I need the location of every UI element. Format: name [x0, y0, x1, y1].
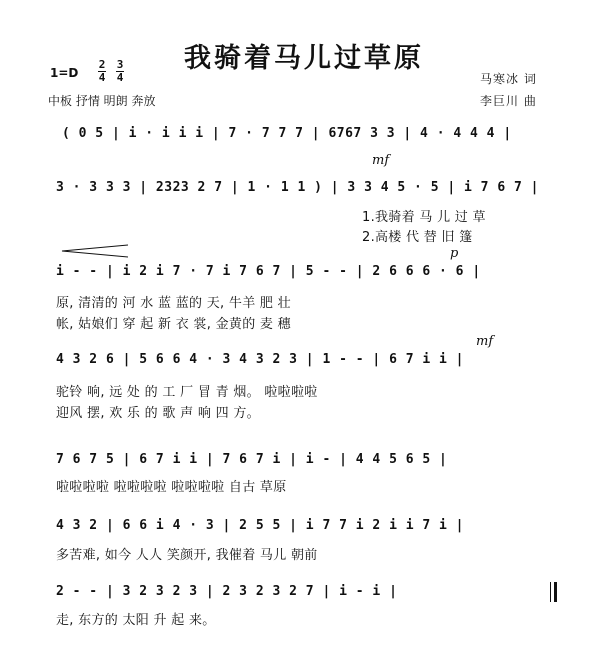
tempo-expression: 中板 抒情 明朗 奔放 — [48, 94, 156, 108]
composer-credit: 李巨川 曲 — [480, 94, 537, 108]
dynamic-marking-mf: mf — [476, 334, 494, 349]
lyric-verse-1: 1.我骑着 马 儿 过 草 — [362, 210, 486, 225]
lyric-line: 啦啦啦啦 啦啦啦啦 啦啦啦啦 自古 草原 — [56, 480, 287, 495]
score-system-7-notes: 2 - - | 3 2 3 2 3 | 2 3 2 3 2 7 | i - i | — [56, 584, 398, 599]
time-signature-bottom: 4 — [98, 71, 106, 84]
time-signature-first — [98, 60, 106, 83]
lyric-verse-2: 迎风 摆, 欢 乐 的 歌 声 响 四 方。 — [56, 406, 260, 421]
lyric-line: 走, 东方的 太阳 升 起 来。 — [56, 613, 216, 628]
final-barline-thin — [550, 582, 551, 602]
score-system-5-notes: 7 6 7 5 | 6 7 i i | 7 6 7 i | i - | 4 4 5 6 5 | — [56, 452, 448, 467]
final-barline-thick — [554, 582, 557, 602]
score-system-3-notes: i - - | i 2 i 7 · 7 i 7 6 7 | 5 - - | 2 6 6 6 · 6 | — [56, 264, 481, 279]
score-system-2-notes: 3 · 3 3 3 | 2323 2 7 | 1 · 1 1 ) | 3 3 4 5 · 5 | i 7 6 7 | — [56, 180, 539, 195]
page-title: 我骑着马儿过草原 — [184, 43, 424, 74]
time-signature-top: 2 — [98, 58, 106, 71]
score-system-1-notes: ( 0 5 | i · i i i | 7 · 7 7 7 | 6767 3 3 | 4 · 4 4 4 | — [62, 126, 512, 141]
crescendo-hairpin — [60, 244, 130, 258]
lyric-verse-2: 帐, 姑娘们 穿 起 新 衣 裳, 金黄的 麦 穗 — [56, 317, 291, 332]
key-signature: 1=D — [50, 66, 79, 80]
lyricist-credit: 马寒冰 词 — [480, 72, 537, 86]
lyric-verse-1: 原, 清清的 河 水 蓝 蓝的 天, 牛羊 肥 壮 — [56, 296, 291, 311]
time-signature-top: 3 — [116, 58, 124, 71]
time-signature-second — [116, 60, 124, 83]
lyric-line: 多苦难, 如今 人人 笑颜开, 我催着 马儿 朝前 — [56, 548, 318, 563]
score-system-4-notes: 4 3 2 6 | 5 6 6 4 · 3 4 3 2 3 | 1 - - | 6 7 i i | — [56, 352, 465, 367]
time-signature-bottom: 4 — [116, 71, 124, 84]
lyric-verse-2: 2.高楼 代 替 旧 篷 — [362, 230, 473, 245]
dynamic-marking-p: p — [450, 246, 459, 261]
lyric-verse-1: 驼铃 响, 远 处 的 工 厂 冒 青 烟。 啦啦啦啦 — [56, 385, 318, 400]
dynamic-marking-mf: mf — [372, 153, 390, 168]
score-system-6-notes: 4 3 2 | 6 6 i 4 · 3 | 2 5 5 | i 7 7 i 2 i i 7 i | — [56, 518, 465, 533]
